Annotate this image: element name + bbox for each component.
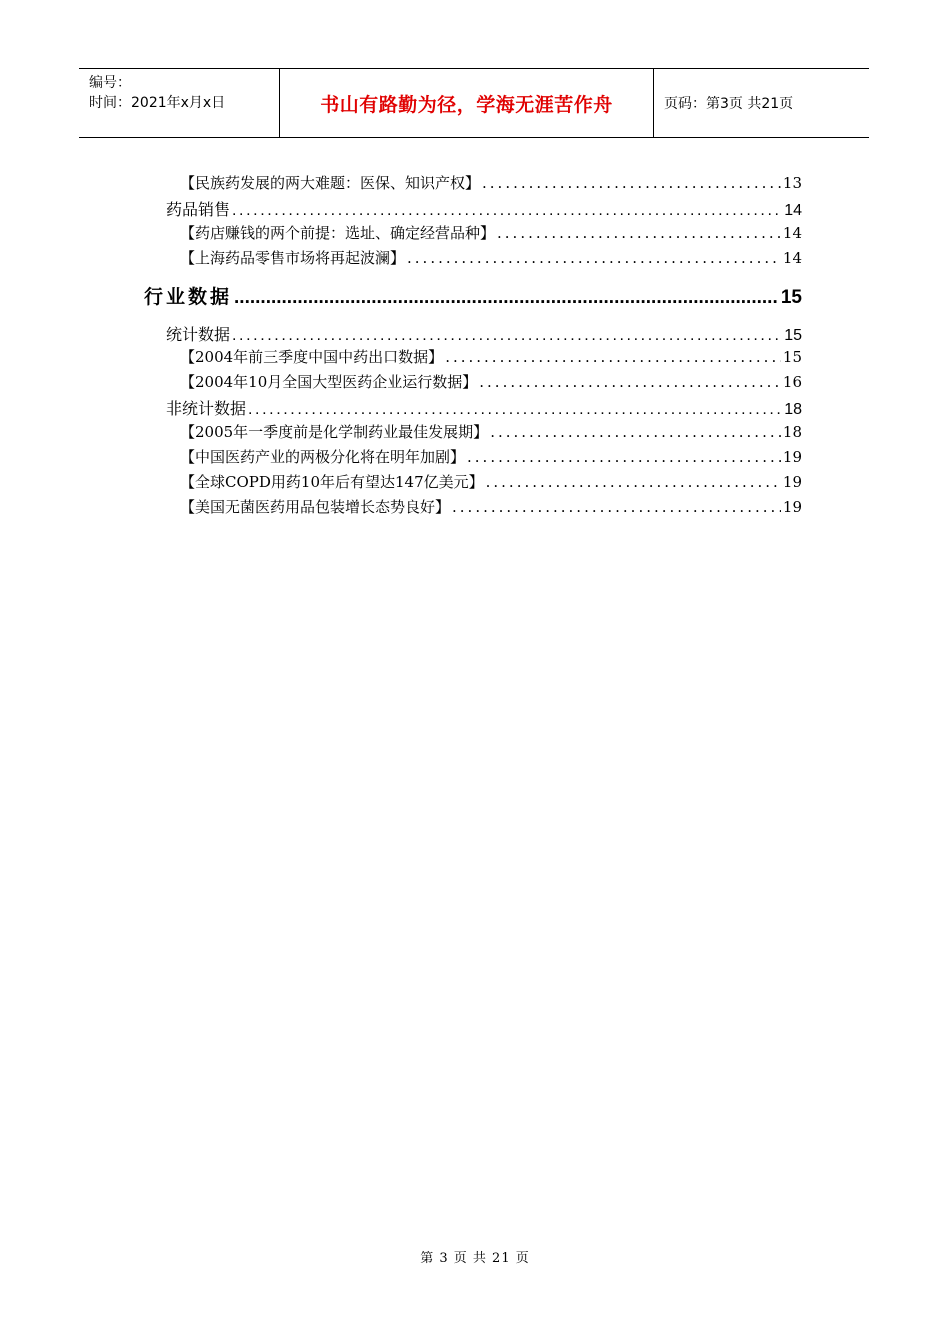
doc-code-label: 编号： [89, 75, 131, 91]
toc-entry[interactable] [180, 446, 802, 467]
toc-entry[interactable] [180, 371, 802, 392]
toc-entry[interactable] [180, 172, 802, 193]
toc-entry-title: 【2004年前三季度中国中药出口数据】 [180, 348, 444, 366]
toc-entry-page: 19 [782, 448, 802, 466]
toc-leader-dots [407, 249, 781, 267]
toc-leader-dots [490, 423, 781, 441]
header-page-info: 页码：第3页 共21页 [664, 96, 794, 112]
toc-entry[interactable] [180, 346, 802, 367]
page-header [79, 68, 869, 138]
toc-entry-page: 19 [782, 498, 802, 516]
toc-entry[interactable] [166, 396, 802, 419]
toc-leader-dots [452, 498, 781, 516]
toc-entry-title: 【全球COPD用药10年后有望达147亿美元】 [180, 473, 484, 491]
toc-entry-title: 【2004年10月全国大型医药企业运行数据】 [180, 373, 478, 391]
toc-leader-dots [482, 174, 781, 192]
toc-entry-title: 药品销售 [166, 202, 231, 219]
toc-entry-title: 【中国医药产业的两极分化将在明年加剧】 [180, 448, 466, 466]
toc-entry[interactable] [166, 197, 802, 220]
toc-entry-page: 18 [784, 401, 802, 418]
doc-date-label: 时间：2021年x月x日 [89, 95, 226, 111]
toc-entry-title: 统计数据 [166, 327, 231, 344]
toc-entry-page: 15 [780, 287, 802, 308]
toc-entry-page: 14 [784, 202, 802, 219]
toc-entry[interactable] [180, 471, 802, 492]
toc-entry-page: 16 [782, 373, 802, 391]
toc-entry-page: 13 [782, 174, 802, 192]
toc-entry-title: 【上海药品零售市场将再起波澜】 [180, 249, 406, 267]
toc-entry[interactable] [180, 222, 802, 243]
toc-leader-dots [467, 448, 781, 466]
header-meta [79, 69, 280, 137]
header-motto: 书山有路勤为径，学海无涯苦作舟 [280, 69, 654, 137]
toc-entry-page: 18 [782, 423, 802, 441]
toc-leader-dots [232, 202, 782, 220]
toc-leader-dots [486, 473, 781, 491]
toc-entry-title: 【美国无菌医药用品包装增长态势良好】 [180, 498, 451, 516]
toc-entry-title: 行业数据 [144, 287, 233, 308]
toc-entry-page: 15 [784, 327, 802, 344]
toc-leader-dots [497, 224, 781, 242]
toc-entry-title: 非统计数据 [166, 401, 247, 418]
toc-leader-dots [479, 373, 781, 391]
page-footer: 第 3 页 共 21 页 [420, 1251, 530, 1266]
toc-entry-title: 【药店赚钱的两个前提：选址、确定经营品种】 [180, 224, 496, 242]
toc-entry-page: 14 [782, 249, 802, 267]
toc-leader-dots [232, 327, 782, 345]
toc-entry[interactable] [180, 247, 802, 268]
toc-entry[interactable] [180, 496, 802, 517]
toc-entry-page: 14 [782, 224, 802, 242]
toc-entry[interactable] [166, 322, 802, 345]
toc-chapter-entry[interactable] [144, 282, 802, 309]
toc-leader-dots [445, 348, 781, 366]
toc-entry-page: 19 [782, 473, 802, 491]
toc-entry-title: 【2005年一季度前是化学制药业最佳发展期】 [180, 423, 489, 441]
toc-entry-page: 15 [782, 348, 802, 366]
toc-leader-dots [248, 401, 782, 419]
toc-entry-title: 【民族药发展的两大难题：医保、知识产权】 [180, 174, 481, 192]
toc-leader-dots [234, 287, 779, 309]
toc-entry[interactable] [180, 421, 802, 442]
